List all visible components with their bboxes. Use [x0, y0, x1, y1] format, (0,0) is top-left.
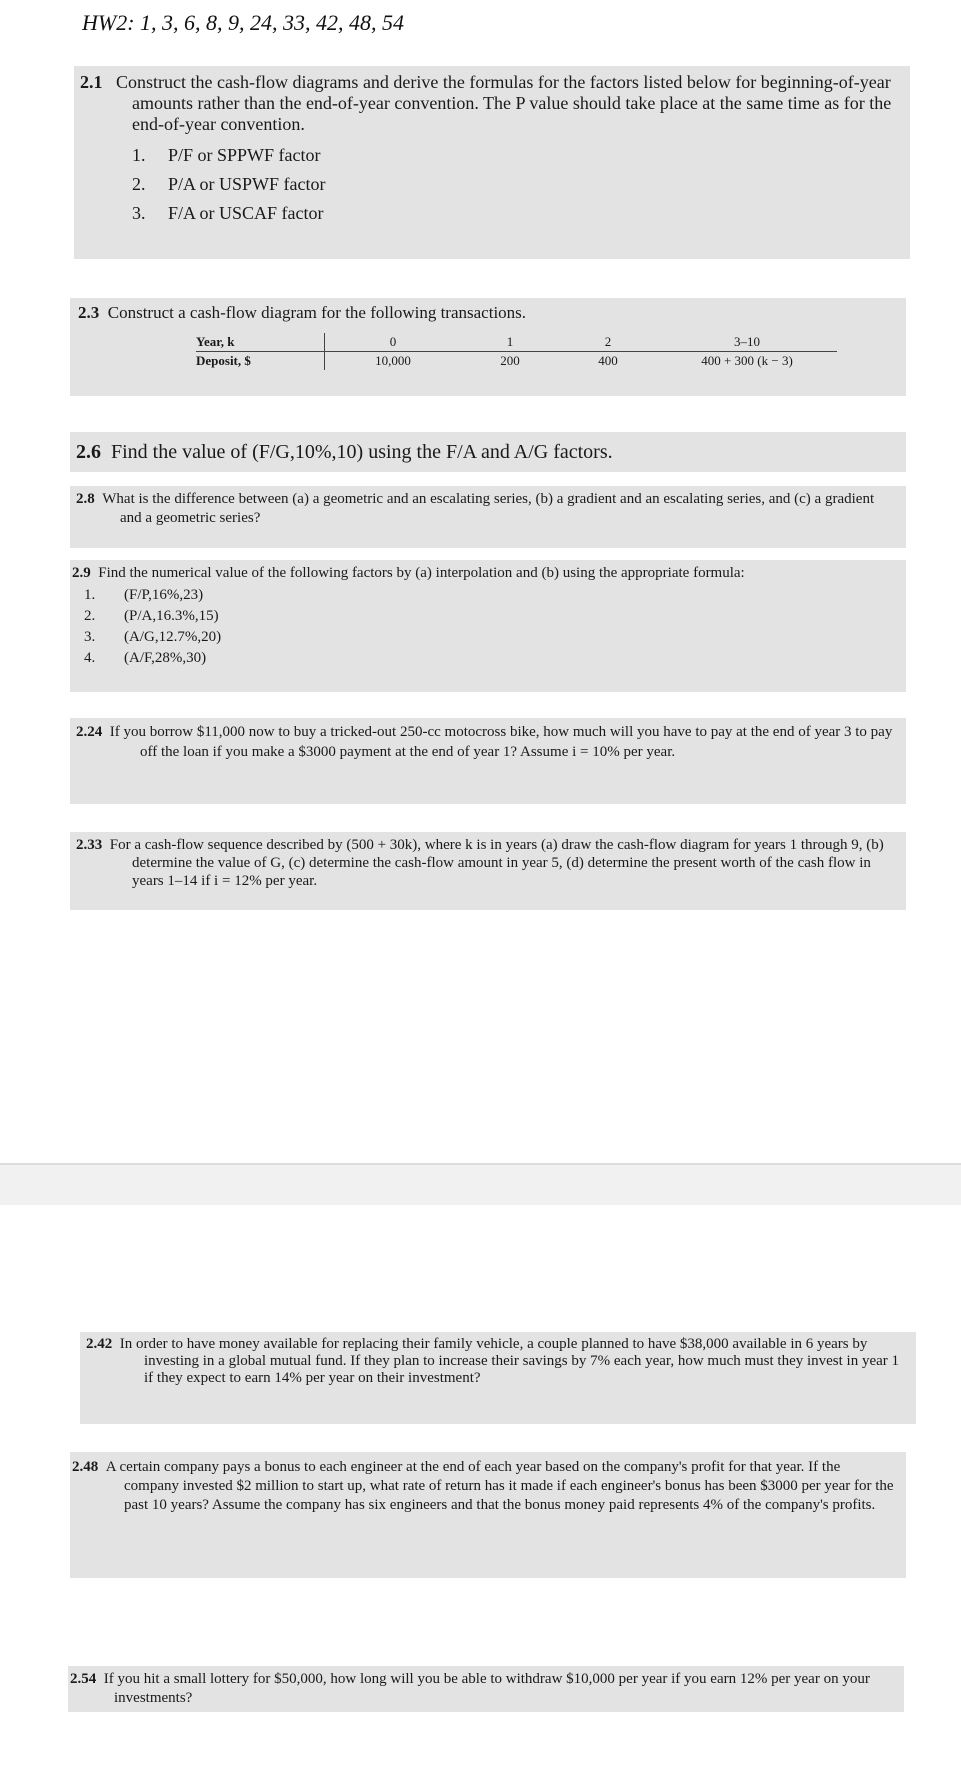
table-row: [196, 333, 837, 352]
table-cell: 1: [506, 334, 514, 349]
list-item: 1. (F/P,16%,23): [84, 587, 204, 603]
problem-text: Construct a cash-flow diagram for the following transactions.: [107, 303, 527, 322]
table-cell: 2: [604, 334, 612, 349]
problem-number: 2.3: [78, 303, 100, 322]
list-item: 1. P/F or SPPWF factor: [132, 145, 321, 165]
problem-text: In order to have money available for replacing their family vehicle, a couple planned to have $38,000 available in 6 years by investing in a global mutual fund. If they plan to increase their savings by 7% each year, how much must they invest in year 1 if they expect to earn 14% per year on their investment?: [119, 1336, 900, 1386]
problem-number: 2.9: [72, 565, 91, 581]
problem-2-42: [80, 1332, 916, 1424]
problem-number: 2.1: [80, 72, 103, 92]
page-title: HW2: 1, 3, 6, 8, 9, 24, 33, 42, 48, 54: [82, 10, 405, 35]
problem-text: Find the numerical value of the following factors by (a) interpolation and (b) using the appropriate formula:: [98, 565, 745, 581]
problem-text: For a cash-flow sequence described by (500 + 30k), where k is in years (a) draw the cash-flow diagram for years 1 through 9, (b) determine the value of G, (c) determine the cash-flow amount in year 5, (d) determine the present worth of the cash flow in years 1–14 if i = 12% per year.: [109, 837, 884, 889]
table-cell: 3–10: [734, 334, 760, 349]
list-item: 3. (A/G,12.7%,20): [84, 629, 222, 645]
problem-number: 2.33: [76, 837, 103, 853]
problem-2-24: [70, 718, 906, 804]
table-cell: 400: [598, 353, 618, 368]
list-item: 2. P/A or USPWF factor: [132, 174, 326, 194]
transactions-table: [196, 333, 837, 370]
problem-number: 2.24: [76, 724, 103, 740]
problem-text: Find the value of (F/G,10%,10) using the F/A and A/G factors.: [111, 441, 613, 463]
problem-2-3: [70, 298, 906, 396]
page-divider: [0, 1163, 961, 1205]
problem-2-1: [74, 66, 910, 259]
problem-number: 2.42: [86, 1336, 113, 1352]
problem-text: If you hit a small lottery for $50,000, how long will you be able to withdraw $10,000 per year if you earn 12% per year on your investments?: [103, 1671, 870, 1706]
problem-text: Construct the cash-flow diagrams and derive the formulas for the factors listed below for beginning-of-year amounts rather than the end-of-year convention. The P value should take place at the same time as for the end-of-year convention.: [116, 72, 892, 134]
row-label: Year, k: [196, 333, 325, 352]
problem-text: If you borrow $11,000 now to buy a tricked-out 250-cc motocross bike, how much will you have to pay at the end of year 3 to pay off the loan if you make a $3000 payment at the end of year 1? Assume i = 10% per year.: [109, 724, 893, 760]
problem-2-33: [70, 832, 906, 910]
problem-2-8: [70, 486, 906, 548]
row-label: Deposit, $: [196, 352, 325, 371]
table-cell: 400 + 300 (k − 3): [701, 353, 793, 368]
problem-text: A certain company pays a bonus to each engineer at the end of each year based on the company's profit for that year. If the company invested $2 million to start up, what rate of return has it made if each engineer's bonus has been $3000 per year for the past 10 years? Assume the company has six engineers and that the bonus money paid represents 4% of the company's profits.: [105, 1459, 894, 1513]
factor-list: [132, 141, 900, 228]
table-row: [196, 352, 837, 371]
problem-2-9: [70, 560, 906, 692]
list-item: 2. (P/A,16.3%,15): [84, 608, 219, 624]
list-item: 4. (A/F,28%,30): [84, 650, 207, 666]
problem-number: 2.54: [70, 1671, 97, 1687]
problem-2-54: [68, 1666, 904, 1712]
factor-list: [84, 585, 896, 669]
problem-text: What is the difference between (a) a geometric and an escalating series, (b) a gradient and an escalating series, and (c) a gradient and a geometric series?: [102, 491, 875, 526]
table-cell: 10,000: [375, 353, 411, 368]
problem-number: 2.8: [76, 491, 95, 507]
list-item: 3. F/A or USCAF factor: [132, 203, 324, 223]
table-cell: 200: [500, 353, 520, 368]
problem-2-48: [70, 1452, 906, 1578]
table-cell: 0: [389, 334, 397, 349]
problem-2-6: [70, 432, 906, 472]
problem-number: 2.48: [72, 1459, 99, 1475]
problem-number: 2.6: [76, 441, 101, 463]
